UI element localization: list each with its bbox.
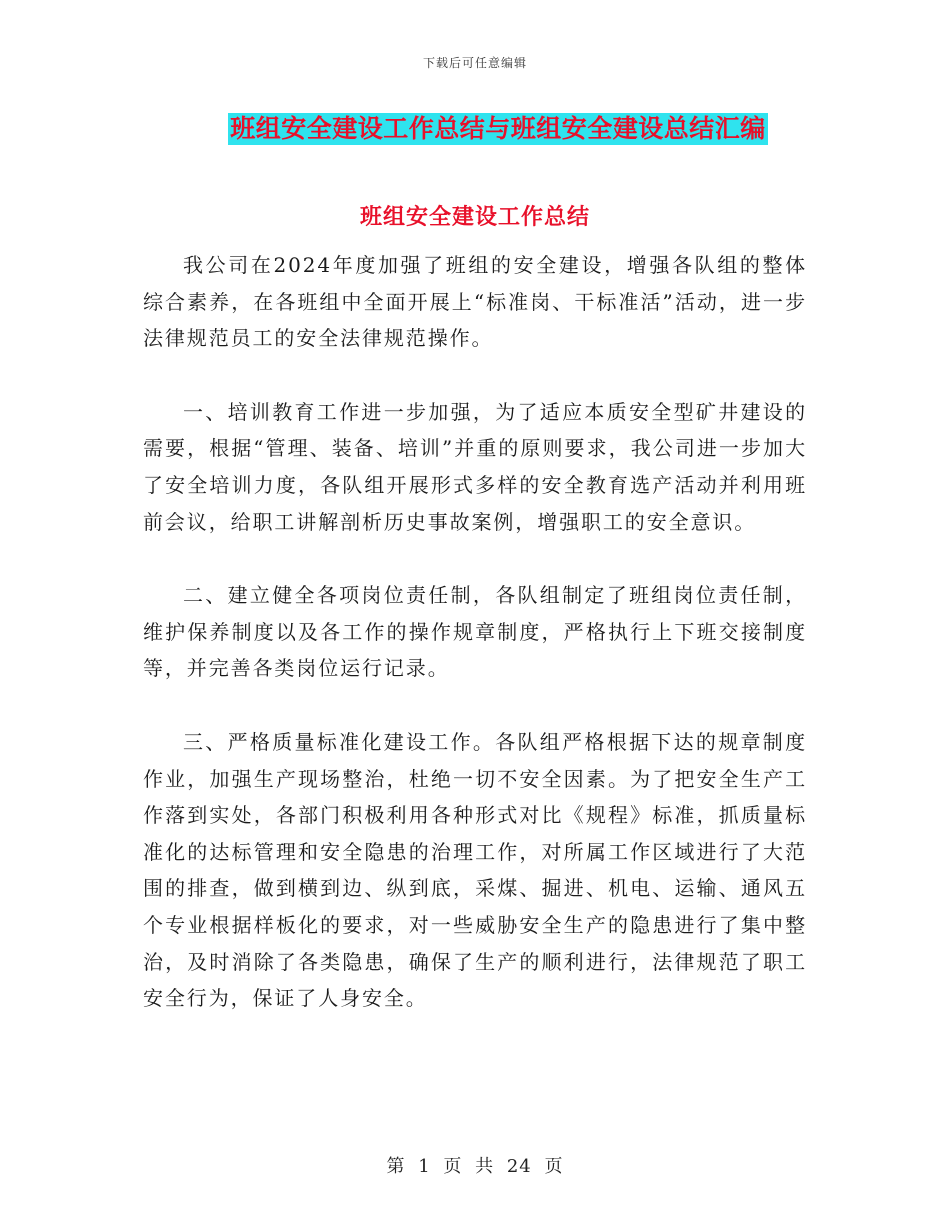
document-title-container — [0, 113, 950, 145]
paragraph-training: 一、培训教育工作进一步加强，为了适应本质安全型矿井建设的需要，根据“管理、装备、培训”并重的原则要求，我公司进一步加大了安全培训力度，各队组开展形式多样的安全教育选产活动并利用班前会议，给职工讲解剖析历史事故案例，增强职工的安全意识。 — [143, 399, 807, 534]
paragraph-responsibility: 二、建立健全各项岗位责任制，各队组制定了班组岗位责任制，维护保养制度以及各工作的操作规章制度，严格执行上下班交接制度等，并完善各类岗位运行记录。 — [143, 583, 807, 681]
document-body — [143, 247, 807, 1017]
page-header-note: 下载后可任意编辑 — [422, 56, 527, 70]
paragraph-intro: 我公司在2024年度加强了班组的安全建设，增强各队组的整体综合素养，在各班组中全面开展上“标准岗、干标准活”活动，进一步法律规范员工的安全法律规范操作。 — [143, 253, 807, 351]
document-title: 班组安全建设工作总结与班组安全建设总结汇编 — [230, 114, 766, 143]
paragraph-quality-standard: 三、严格质量标准化建设工作。各队组严格根据下达的规章制度作业，加强生产现场整治，杜绝一切不安全因素。为了把安全生产工作落到实处，各部门积极利用各种形式对比《规程》标准，抓质量标准化的达标管理和安全隐患的治理工作，对所属工作区域进行了大范围的排查，做到横到边、纵到底，采煤、掘进、机电、运输、通风五个专业根据样板化的要求，对一些威胁安全生产的隐患进行了集中整治，及时消除了各类隐患，确保了生产的顺利进行，法律规范了职工安全行为，保证了人身安全。 — [143, 729, 807, 1011]
page-number-footer: 第 1 页 共 24 页 — [386, 1156, 564, 1177]
section-title: 班组安全建设工作总结 — [359, 204, 590, 230]
